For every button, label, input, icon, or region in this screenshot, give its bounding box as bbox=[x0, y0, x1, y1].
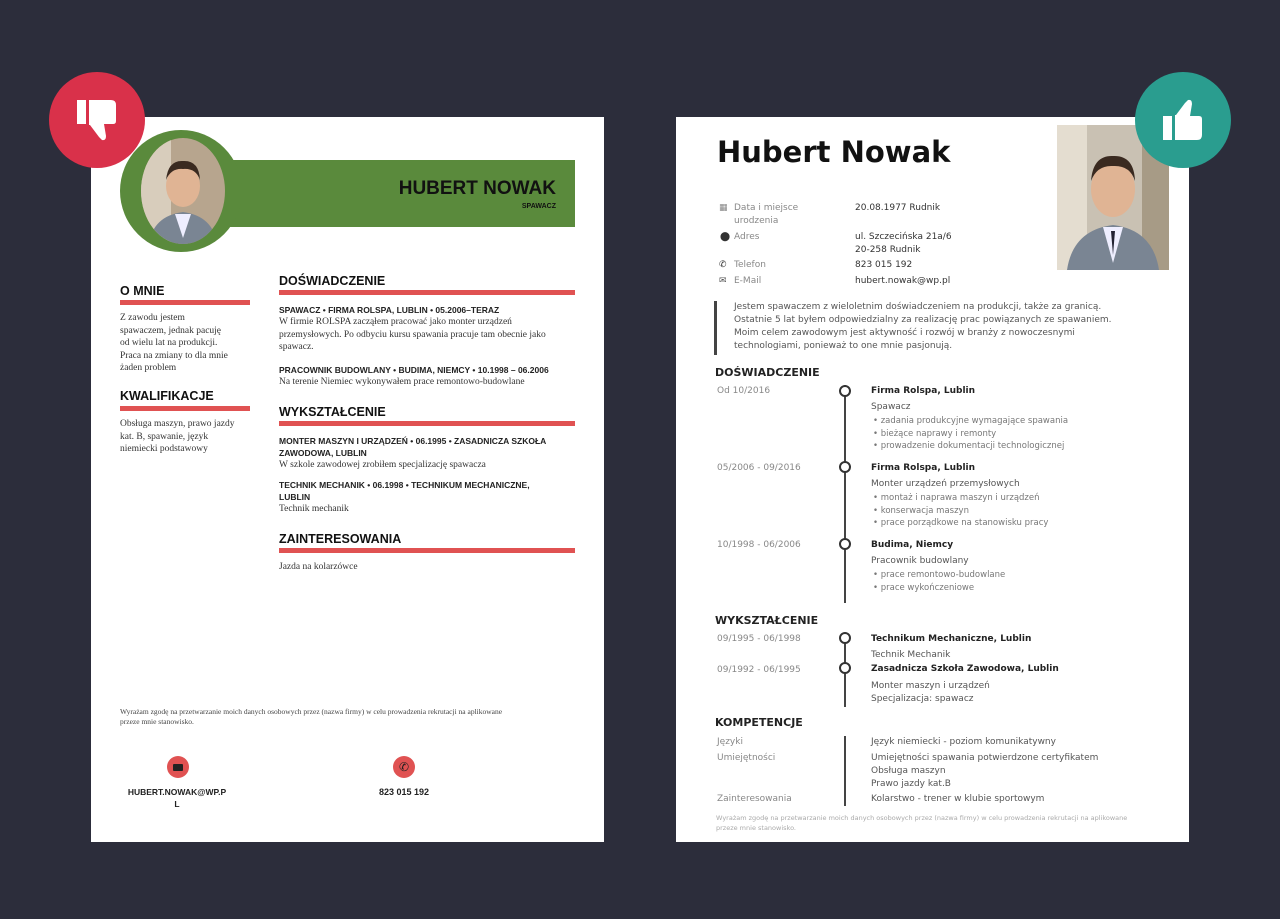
role: Spawacz bbox=[871, 402, 911, 412]
education-detail: Monter maszyn i urządzeń Specjalizacja: spawacz bbox=[871, 681, 990, 704]
skills-divider bbox=[844, 736, 846, 806]
about-heading: O MNIE bbox=[120, 284, 165, 298]
divider bbox=[279, 421, 575, 426]
candidate-name: Hubert Nowak bbox=[717, 135, 951, 169]
contact-email: HUBERT.NOWAK@WP.P L bbox=[127, 787, 227, 809]
date: 09/1992 - 06/1995 bbox=[717, 665, 801, 675]
experience-heading: DOŚWIADCZENIE bbox=[279, 274, 386, 288]
calendar-icon: ▦ bbox=[719, 203, 728, 213]
thumbs-down-badge bbox=[49, 72, 145, 168]
education-detail: Technik Mechanik bbox=[871, 650, 951, 660]
skill-label: Umiejętności bbox=[717, 753, 776, 763]
timeline-dot bbox=[839, 461, 851, 473]
interests-heading: ZAINTERESOWANIA bbox=[279, 532, 402, 546]
bullets: • prace remontowo-budowlane • prace wykończeniowe bbox=[873, 570, 1006, 593]
detail-label: Data i miejsce urodzenia bbox=[734, 203, 799, 226]
company: Firma Rolspa, Lublin bbox=[871, 386, 976, 396]
email-icon bbox=[167, 756, 189, 778]
experience-text: Na terenie Niemiec wykonywałem prace remontowo-budowlane bbox=[279, 377, 525, 387]
date: 09/1995 - 06/1998 bbox=[717, 634, 801, 644]
timeline-dot bbox=[839, 385, 851, 397]
date: Od 10/2016 bbox=[717, 386, 771, 396]
date: 10/1998 - 06/2006 bbox=[717, 540, 801, 550]
timeline-line bbox=[844, 385, 846, 603]
divider bbox=[279, 290, 575, 295]
divider bbox=[120, 300, 250, 305]
education-header: TECHNIK MECHANIK • 06.1998 • TECHNIKUM MECHANICZNE, LUBLIN bbox=[279, 480, 530, 502]
company: Budima, Niemcy bbox=[871, 540, 954, 550]
skill-value: Kolarstwo - trener w klubie sportowym bbox=[871, 794, 1045, 804]
divider bbox=[279, 548, 575, 553]
detail-label: Adres bbox=[734, 232, 760, 242]
qualifications-heading: KWALIFIKACJE bbox=[120, 389, 214, 403]
company: Firma Rolspa, Lublin bbox=[871, 463, 976, 473]
thumbs-up-icon bbox=[1157, 94, 1209, 146]
skill-label: Języki bbox=[717, 737, 743, 747]
consent-clause: Wyrażam zgodę na przetwarzanie moich danych osobowych przez (nazwa firmy) w celu prowadzenia rekrutacji na aplikowane przeze mnie stanowisko. bbox=[120, 707, 503, 726]
skill-label: Zainteresowania bbox=[717, 794, 792, 804]
detail-value: 20.08.1977 Rudnik bbox=[855, 203, 941, 213]
candidate-name: HUBERT NOWAK bbox=[398, 178, 556, 199]
candidate-position: SPAWACZ bbox=[521, 203, 556, 210]
good-resume bbox=[676, 117, 1189, 842]
education-heading: WYKSZTAŁCENIE bbox=[715, 614, 819, 627]
skill-value: Język niemiecki - poziom komunikatywny bbox=[871, 737, 1056, 747]
interests-text: Jazda na kolarzówce bbox=[279, 562, 358, 572]
thumbs-down-icon bbox=[71, 94, 123, 146]
phone-icon: ✆ bbox=[393, 756, 415, 778]
contact-phone: 823 015 192 bbox=[378, 787, 430, 797]
timeline-dot bbox=[839, 538, 851, 550]
bad-resume bbox=[91, 117, 604, 842]
role: Pracownik budowlany bbox=[871, 556, 969, 566]
mail-icon: ✉ bbox=[719, 276, 727, 286]
phone-icon: ✆ bbox=[719, 260, 727, 270]
consent-clause: Wyrażam zgodę na przetwarzanie moich danych osobowych przez (nazwa firmy) w celu prowadzenia rekrutacji na aplikowane przeze mnie stanowisko. bbox=[716, 814, 1128, 832]
detail-label: E-Mail bbox=[734, 276, 762, 286]
about-text: Z zawodu jestem spawaczem, jednak pacuję od wielu lat na produkcji. Praca na zmiany to dla mnie żaden problem bbox=[120, 313, 228, 373]
education-text: Technik mechanik bbox=[279, 504, 349, 514]
map-pin-icon: ⬤ bbox=[720, 232, 731, 242]
skill-value: Umiejętności spawania potwierdzone certyfikatem Obsługa maszyn Prawo jazdy kat.B bbox=[871, 753, 1099, 789]
education-text: W szkole zawodowej zrobiłem specjalizację spawacza bbox=[279, 460, 486, 470]
education-header: MONTER MASZYN I URZĄDZEŃ • 06.1995 • ZASADNICZA SZKOŁA ZAWODOWA, LUBLIN bbox=[279, 436, 547, 458]
experience-text: W firmie ROLSPA zacząłem pracować jako monter urządzeń przemysłowych. Po odbyciu kursu spawania pracuje tam obecnie jako spawacz. bbox=[279, 317, 546, 352]
divider bbox=[120, 406, 250, 411]
summary-border bbox=[714, 301, 717, 355]
thumbs-up-badge bbox=[1135, 72, 1231, 168]
role: Monter urządzeń przemysłowych bbox=[871, 479, 1020, 489]
qualifications-text: Obsługa maszyn, prawo jazdy kat. B, spawanie, język niemiecki podstawowy bbox=[120, 419, 235, 454]
skills-heading: KOMPETENCJE bbox=[715, 716, 803, 729]
bullets: • zadania produkcyjne wymagające spawania • bieżące naprawy i remonty • prowadzenie dokumentacji technologicznej bbox=[873, 416, 1069, 451]
education-heading: WYKSZTAŁCENIE bbox=[279, 405, 386, 419]
detail-value: 823 015 192 bbox=[855, 260, 913, 270]
experience-header: SPAWACZ • FIRMA ROLSPA, LUBLIN • 05.2006–TERAZ bbox=[279, 305, 500, 315]
experience-header: PRACOWNIK BUDOWLANY • BUDIMA, NIEMCY • 10.1998 – 06.2006 bbox=[279, 365, 549, 375]
detail-value: hubert.nowak@wp.pl bbox=[855, 276, 951, 286]
date: 05/2006 - 09/2016 bbox=[717, 463, 801, 473]
bullets: • montaż i naprawa maszyn i urządzeń • konserwacja maszyn • prace porządkowe na stanowisku pracy bbox=[873, 493, 1049, 528]
school: Zasadnicza Szkoła Zawodowa, Lublin bbox=[871, 664, 1059, 674]
timeline-dot bbox=[839, 632, 851, 644]
profile-photo bbox=[141, 138, 225, 244]
summary-text: Jestem spawaczem z wieloletnim doświadczeniem na produkcji, także za granicą. Ostatnie 5 lat byłem odpowiedzialny za realizację prac powiązanych ze spawaniem. Moim celem zawodowym jest aktywność i rozwój w branży z nowoczesnymi technologiami, ponieważ to one mnie pasjonują. bbox=[734, 302, 1112, 351]
detail-value: ul. Szczecińska 21a/6 20-258 Rudnik bbox=[855, 232, 952, 255]
experience-heading: DOŚWIADCZENIE bbox=[715, 366, 820, 379]
detail-label: Telefon bbox=[734, 260, 766, 270]
school: Technikum Mechaniczne, Lublin bbox=[871, 634, 1032, 644]
timeline-dot bbox=[839, 662, 851, 674]
